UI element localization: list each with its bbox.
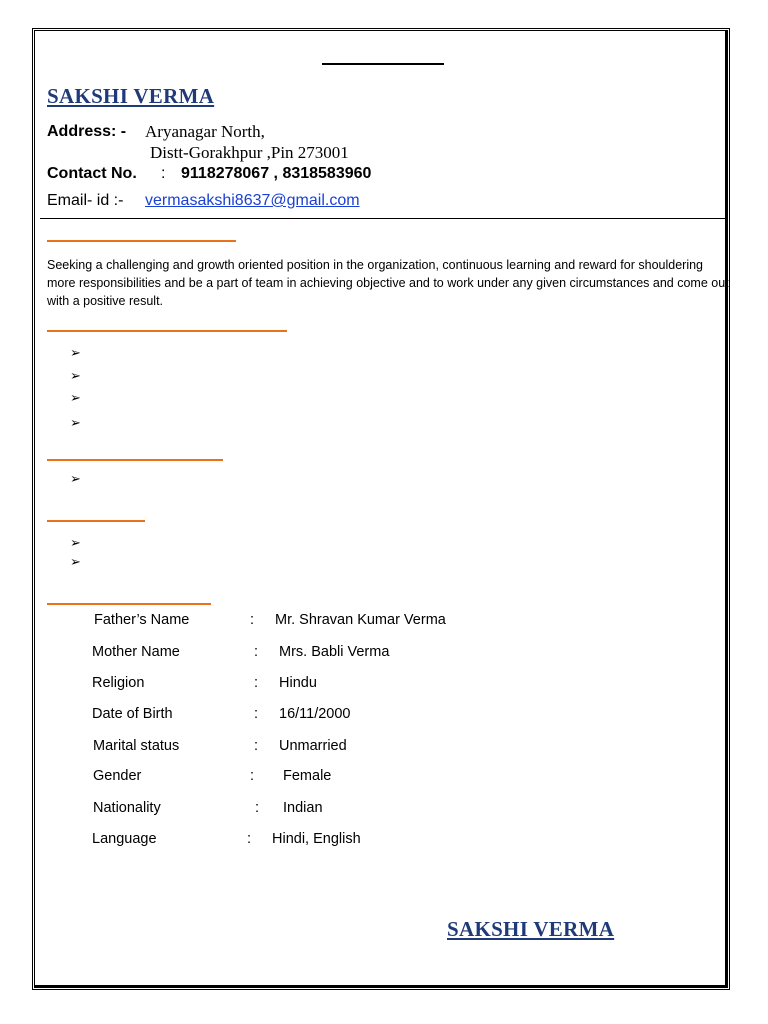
date-of-birth-label: Date of Birth — [92, 706, 173, 722]
mother-name-value: Mrs. Babli Verma — [279, 644, 390, 660]
date-of-birth-separator: : — [254, 706, 259, 722]
marital-status-label: Marital status — [93, 738, 180, 754]
nationality-value: Indian — [283, 800, 323, 816]
nationality-label: Nationality — [93, 800, 161, 816]
contact-separator: : — [161, 165, 166, 182]
section-3-heading-rule — [47, 459, 223, 461]
email-label: Email- id :- — [47, 192, 124, 209]
religion-label: Religion — [92, 675, 145, 691]
religion-value: Hindu — [279, 675, 317, 691]
section-2-heading-rule — [47, 330, 287, 332]
religion-separator: : — [254, 675, 259, 691]
marital-status-separator: : — [254, 738, 259, 754]
marital-status-value: Unmarried — [279, 738, 347, 754]
mother-name-separator: : — [254, 644, 259, 660]
nationality-separator: : — [255, 800, 260, 816]
address-label: Address: - — [47, 123, 127, 140]
bullet-icon: ➢ — [70, 536, 81, 551]
bullet-icon: ➢ — [70, 555, 81, 570]
header-divider — [40, 218, 728, 219]
fathers-name-label: Father’s Name — [94, 612, 190, 628]
mother-name-label: Mother Name — [92, 644, 180, 660]
personal-heading-rule — [47, 603, 211, 605]
language-label: Language — [92, 831, 157, 847]
contact-label: Contact No. — [47, 165, 137, 182]
email-link[interactable]: vermasakshi8637@gmail.com — [145, 192, 360, 209]
bullet-icon: ➢ — [70, 416, 81, 431]
objective-text: Seeking a challenging and growth oriented position in the organization, continuous learning and reward for shouldering more responsibilities and be a part of team in achieving objective and to work under any given circumstances and come out with a positive result. — [47, 258, 729, 308]
bullet-icon: ➢ — [70, 346, 81, 361]
fathers-name-value: Mr. Shravan Kumar Verma — [275, 612, 446, 628]
gender-label: Gender — [93, 768, 142, 784]
section-4-heading-rule — [47, 520, 145, 522]
fathers-name-separator: : — [250, 612, 255, 628]
signature-name: SAKSHI VERMA — [447, 917, 615, 941]
header-name: SAKSHI VERMA — [47, 84, 215, 108]
top-rule — [322, 63, 444, 65]
language-value: Hindi, English — [272, 831, 361, 847]
gender-separator: : — [250, 768, 255, 784]
gender-value: Female — [283, 768, 332, 784]
bullet-icon: ➢ — [70, 472, 81, 487]
address-line-2: Distt-Gorakhpur ,Pin 273001 — [150, 143, 349, 162]
contact-value: 9118278067 , 8318583960 — [181, 165, 372, 182]
language-separator: : — [247, 831, 252, 847]
address-line-1: Aryanagar North, — [145, 122, 265, 141]
bullet-icon: ➢ — [70, 391, 81, 406]
bullet-icon: ➢ — [70, 369, 81, 384]
objective-heading-rule — [47, 240, 236, 242]
date-of-birth-value: 16/11/2000 — [279, 706, 351, 722]
